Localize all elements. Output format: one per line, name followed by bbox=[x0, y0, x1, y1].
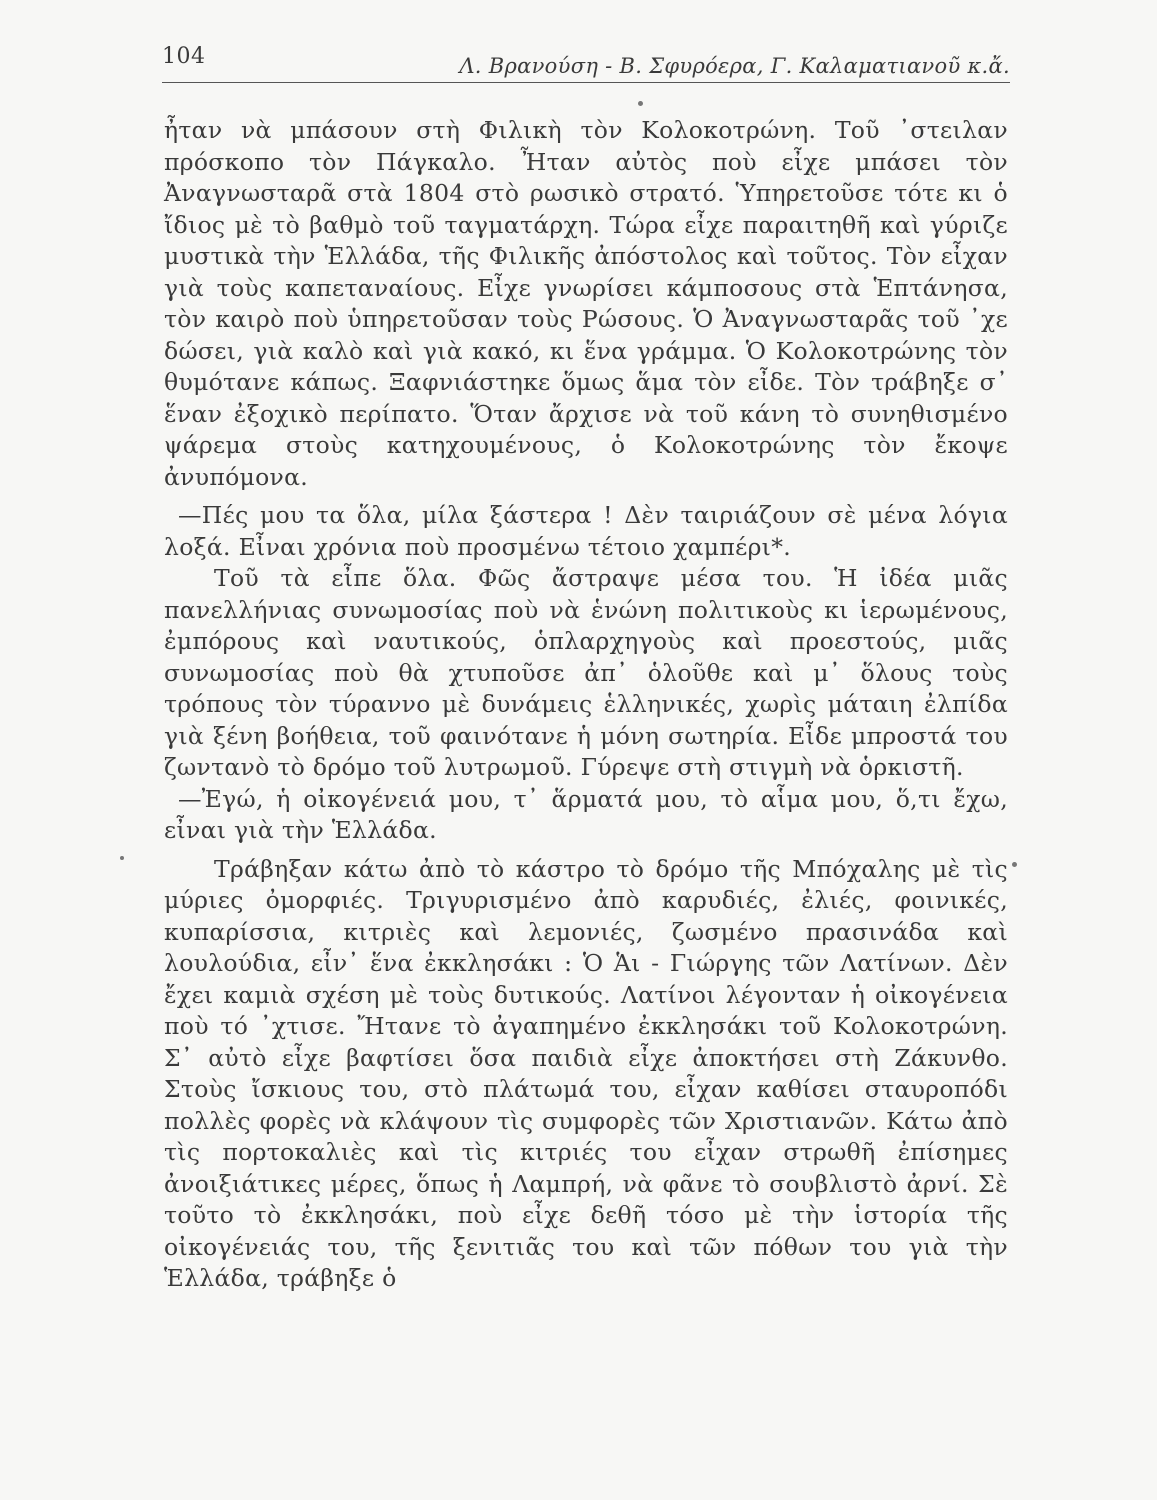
page-number: 104 bbox=[162, 44, 206, 69]
dialogue-paragraph: —Πές μου τα ὅλα, μίλα ξάστερα ! Δὲν ταιριάζουν σὲ μένα λόγια λοξά. Εἶναι χρόνια ποὺ προσμένω τέτοιο χαμπέρι*. bbox=[164, 501, 1008, 561]
header-rule bbox=[162, 82, 1010, 83]
body-text bbox=[164, 115, 1008, 1295]
dialogue-paragraph: —Ἐγώ, ἡ οἰκογένειά μου, τ᾽ ἅρματά μου, τὸ αἷμα μου, ὅ,τι ἔχω, εἶναι γιὰ τὴν Ἑλλάδα. bbox=[164, 784, 1008, 844]
running-head: Λ. Βρανούση - Β. Σφυρόερα, Γ. Καλαματιανοῦ κ.ἄ. bbox=[459, 54, 1010, 78]
speck-mark bbox=[120, 856, 124, 860]
paragraph: Τοῦ τὰ εἶπε ὅλα. Φῶς ἄστραψε μέσα του. Ἡ ἰδέα μιᾶς πανελλήνιας συνωμοσίας ποὺ νὰ ἑνώνη πολιτικοὺς κι ἱερωμένους, ἐμπόρους καὶ ναυτικούς, ὁπλαρχηγοὺς καὶ προεστούς, μιᾶς συνωμοσίας ποὺ θὰ χτυποῦσε ἀπ᾽ ὁλοῦθε καὶ μ᾽ ὅλους τοὺς τρόπους τὸν τύραννο μὲ δυνάμεις ἑλληνικές, χωρὶς μάταιη ἐλπίδα γιὰ ξένη βοήθεια, τοῦ φαινότανε ἡ μόνη σωτηρία. Εἶδε μπροστά του ζωντανὸ τὸ δρόμο τοῦ λυτρωμοῦ. Γύρεψε στὴ στιγμὴ νὰ ὁρκιστῆ. bbox=[164, 564, 1008, 781]
speck-mark bbox=[1012, 862, 1017, 867]
paragraph: ἦταν νὰ μπάσουν στὴ Φιλικὴ τὸν Κολοκοτρώνη. Τοῦ ᾽στειλαν πρόσκοπο τὸν Πάγκαλο. Ἦταν αὐτὸς ποὺ εἶχε μπάσει τὸν Ἀναγνωσταρᾶ στὰ 1804 στὸ ρωσικὸ στρατό. Ὑπηρετοῦσε τότε κι ὁ ἴδιος μὲ τὸ βαθμὸ τοῦ ταγματάρχη. Τώρα εἶχε παραιτηθῆ καὶ γύριζε μυστικὰ τὴν Ἑλλάδα, τῆς Φιλικῆς ἀπόστολος καὶ τοῦτος. Τὸν εἶχαν γιὰ τοὺς καπεταναίους. Εἶχε γνωρίσει κάμποσους στὰ Ἑπτάνησα, τὸν καιρὸ ποὺ ὑπηρετοῦσαν τοὺς Ρώσους. Ὁ Ἀναγνωσταρᾶς τοῦ ᾽χε δώσει, γιὰ καλὸ καὶ γιὰ κακό, κι ἕνα γράμμα. Ὁ Κολοκοτρώνης τὸν θυμότανε κάπως. Ξαφνιάστηκε ὅμως ἅμα τὸν εἶδε. Τὸν τράβηξε σ᾽ ἕναν ἐξοχικὸ περίπατο. Ὅταν ἄρχισε νὰ τοῦ κάνη τὸ συνηθισμένο ψάρεμα στοὺς κατηχουμένους, ὁ Κολοκοτρώνης τὸν ἔκοψε ἀνυπόμονα. bbox=[164, 116, 1008, 491]
speck-mark bbox=[638, 101, 643, 106]
page-header bbox=[162, 44, 1010, 84]
paragraph: Τράβηξαν κάτω ἀπὸ τὸ κάστρο τὸ δρόμο τῆς Μπόχαλης μὲ τὶς μύριες ὀμορφιές. Τριγυρισμένο ἀπὸ καρυδιές, ἐλιές, φοινικές, κυπαρίσσια, κιτριὲς καὶ λεμονιές, ζωσμένο πρασινάδα καὶ λουλούδια, εἶν᾽ ἕνα ἐκκλησάκι : Ὁ Ἁι - Γιώργης τῶν Λατίνων. Δὲν ἔχει καμιὰ σχέση μὲ τοὺς δυτικούς. Λατίνοι λέγονταν ἡ οἰκογένεια ποὺ τό ᾽χτισε. Ἤτανε τὸ ἀγαπημένο ἐκκλησάκι τοῦ Κολοκοτρώνη. Σ᾽ αὐτὸ εἶχε βαφτίσει ὅσα παιδιὰ εἶχε ἀποκτήσει στὴ Ζάκυνθο. Στοὺς ἴσκιους του, στὸ πλάτωμά του, εἶχαν καθίσει σταυροπόδι πολλὲς φορὲς νὰ κλάψουν τὶς συμφορὲς τῶν Χριστιανῶν. Κάτω ἀπὸ τὶς πορτοκαλιὲς καὶ τὶς κιτριές του εἶχαν στρωθῆ ἐπίσημες ἀνοιξιάτικες μέρες, ὅπως ἡ Λαμπρή, νὰ φᾶνε τὸ σουβλιστὸ ἀρνί. Σὲ τοῦτο τὸ ἐκκλησάκι, ποὺ εἶχε δεθῆ τόσο μὲ τὴν ἱστορία τῆς οἰκογένειάς του, τῆς ξενιτιᾶς του καὶ τῶν πόθων του γιὰ τὴν Ἑλλάδα, τράβηξε ὁ bbox=[164, 854, 1008, 1292]
